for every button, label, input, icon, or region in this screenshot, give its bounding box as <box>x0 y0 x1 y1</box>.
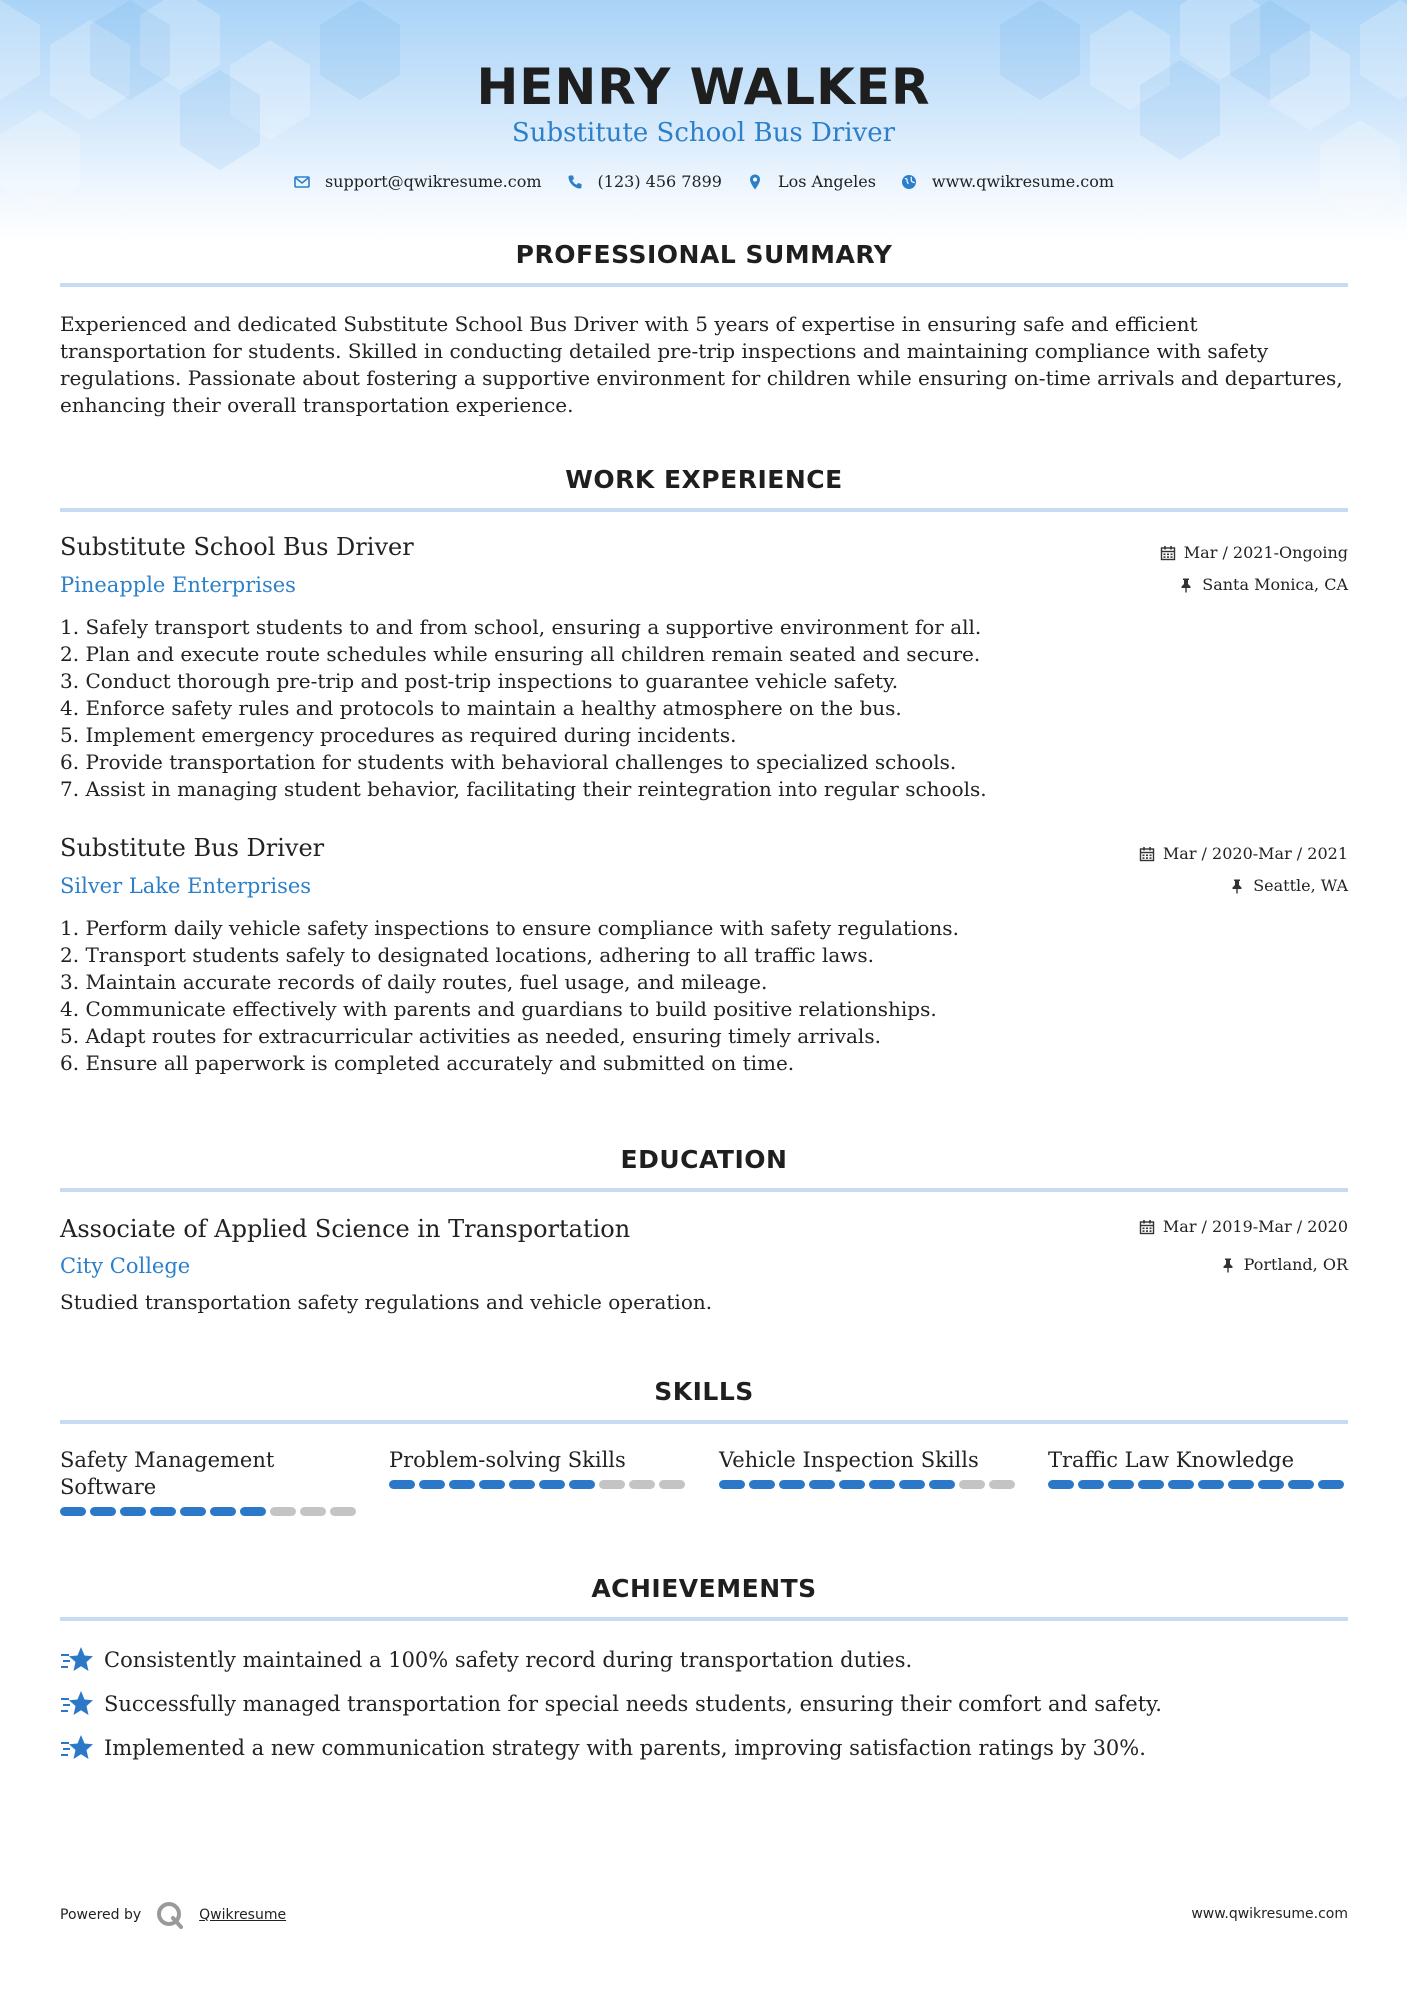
skill-segment-filled <box>240 1507 266 1516</box>
list-item: Assist in managing student behavior, facilitating their reintegration into regular schools. <box>85 777 987 801</box>
skill-item <box>719 1447 1019 1489</box>
skill-segment-filled <box>419 1480 445 1489</box>
skill-segment-filled <box>180 1507 206 1516</box>
skill-segment-filled <box>389 1480 415 1489</box>
achievement-item <box>60 1733 1146 1763</box>
contact-phone[interactable] <box>566 172 722 191</box>
list-item: Safely transport students to and from school, ensuring a supportive environment for all. <box>85 615 982 639</box>
skill-segment-filled <box>569 1480 595 1489</box>
job-2-date <box>1139 844 1348 863</box>
skill-label: Problem-solving Skills <box>389 1448 626 1472</box>
list-item: Provide transportation for students with behavioral challenges to specialized schools. <box>85 750 957 774</box>
achievement-text: Implemented a new communication strategy with parents, improving satisfaction ratings by 30%. <box>104 1736 1146 1760</box>
pushpin-icon <box>1229 878 1245 894</box>
skill-segment-filled <box>719 1480 745 1489</box>
achievement-item <box>60 1689 1162 1719</box>
skill-segment-empty <box>629 1480 655 1489</box>
list-item: Adapt routes for extracurricular activities as needed, ensuring timely arrivals. <box>85 1024 881 1048</box>
skill-item <box>60 1447 360 1516</box>
globe-icon <box>900 173 918 191</box>
phone-icon <box>566 173 584 191</box>
job-1-date <box>1160 543 1348 562</box>
footer-powered-by <box>60 1900 286 1930</box>
contact-website-text: www.qwikresume.com <box>931 172 1115 191</box>
achievements-divider <box>60 1617 1348 1621</box>
skill-segment-filled <box>839 1480 865 1489</box>
experience-heading: WORK EXPERIENCE <box>565 465 843 494</box>
skill-segment-filled <box>90 1507 116 1516</box>
footer-url[interactable]: www.qwikresume.com <box>1191 1906 1348 1922</box>
experience-divider <box>60 508 1348 512</box>
skill-segment-filled <box>1228 1480 1254 1489</box>
skill-segment-empty <box>989 1480 1015 1489</box>
skill-item <box>1048 1447 1348 1489</box>
resume-header <box>0 0 1407 240</box>
skill-rating-bar <box>1048 1480 1348 1489</box>
skill-segment-filled <box>899 1480 925 1489</box>
job-2-date-text: Mar / 2020-Mar / 2021 <box>1162 844 1348 863</box>
star-icon <box>60 1689 94 1719</box>
education-date-text: Mar / 2019-Mar / 2020 <box>1162 1217 1348 1236</box>
skill-segment-filled <box>1138 1480 1164 1489</box>
education-school: City College <box>60 1254 191 1278</box>
contact-location <box>746 172 876 191</box>
list-item: Communicate effectively with parents and guardians to build positive relationships. <box>85 997 937 1021</box>
contact-email[interactable] <box>293 172 542 191</box>
qwikresume-link[interactable]: Qwikresume <box>199 1907 287 1923</box>
job-1-company: Pineapple Enterprises <box>60 573 296 597</box>
skill-segment-filled <box>929 1480 955 1489</box>
list-item: Transport students safely to designated locations, adhering to all traffic laws. <box>85 943 875 967</box>
skill-segment-filled <box>60 1507 86 1516</box>
skill-segment-filled <box>509 1480 535 1489</box>
skill-segment-filled <box>150 1507 176 1516</box>
qwikresume-logo-icon <box>155 1900 185 1930</box>
candidate-name: HENRY WALKER <box>476 58 931 116</box>
skill-segment-filled <box>479 1480 505 1489</box>
skill-segment-filled <box>1258 1480 1284 1489</box>
skill-segment-empty <box>270 1507 296 1516</box>
contact-location-text: Los Angeles <box>777 172 876 191</box>
summary-text: Experienced and dedicated Substitute School Bus Driver with 5 years of expertise in ensuring safe and efficient transportation for students. Skilled in conducting detailed pre-trip inspections and maintaining compliance with safety regulations. Passionate about fostering a supportive environment for children while ensuring on-time arrivals and departures, enhancing their overall transportation experience. <box>60 312 1343 417</box>
achievement-text: Consistently maintained a 100% safety record during transportation duties. <box>104 1648 913 1672</box>
skill-segment-filled <box>809 1480 835 1489</box>
education-heading: EDUCATION <box>620 1145 788 1174</box>
skill-label: Traffic Law Knowledge <box>1048 1448 1295 1472</box>
achievement-item <box>60 1645 912 1675</box>
skill-label: Vehicle Inspection Skills <box>719 1448 979 1472</box>
skill-segment-empty <box>599 1480 625 1489</box>
skill-segment-filled <box>449 1480 475 1489</box>
skill-segment-filled <box>1108 1480 1134 1489</box>
skill-segment-filled <box>1168 1480 1194 1489</box>
skill-segment-filled <box>1048 1480 1074 1489</box>
contact-bar <box>0 172 1407 191</box>
list-item: Maintain accurate records of daily routes, fuel usage, and mileage. <box>85 970 768 994</box>
list-item: Conduct thorough pre-trip and post-trip inspections to guarantee vehicle safety. <box>85 669 899 693</box>
star-icon <box>60 1733 94 1763</box>
skill-segment-filled <box>539 1480 565 1489</box>
skills-heading: SKILLS <box>654 1377 754 1406</box>
calendar-icon <box>1139 1219 1155 1235</box>
summary-divider <box>60 283 1348 287</box>
education-location-text: Portland, OR <box>1243 1255 1348 1274</box>
skill-rating-bar <box>60 1507 360 1516</box>
education-date <box>1139 1217 1348 1236</box>
envelope-icon <box>293 173 311 191</box>
skill-rating-bar <box>719 1480 1019 1489</box>
skill-segment-filled <box>1198 1480 1224 1489</box>
job-1-location-text: Santa Monica, CA <box>1202 575 1348 594</box>
star-icon <box>60 1645 94 1675</box>
skill-segment-filled <box>869 1480 895 1489</box>
list-item: Ensure all paperwork is completed accurately and submitted on time. <box>85 1051 795 1075</box>
skill-segment-empty <box>300 1507 326 1516</box>
skill-rating-bar <box>389 1480 689 1489</box>
calendar-icon <box>1160 545 1176 561</box>
skill-segment-filled <box>749 1480 775 1489</box>
job-2-location-text: Seattle, WA <box>1253 876 1348 895</box>
contact-email-text: support@qwikresume.com <box>324 172 542 191</box>
calendar-icon <box>1139 846 1155 862</box>
job-1-location <box>1178 575 1348 594</box>
skill-item <box>389 1447 689 1489</box>
achievement-text: Successfully managed transportation for special needs students, ensuring their comfort and safety. <box>104 1692 1162 1716</box>
skill-segment-filled <box>1288 1480 1314 1489</box>
summary-heading: PROFESSIONAL SUMMARY <box>515 240 893 269</box>
job-1-responsibilities <box>60 614 1160 803</box>
job-2-company: Silver Lake Enterprises <box>60 874 312 898</box>
skill-segment-empty <box>959 1480 985 1489</box>
job-2-title: Substitute Bus Driver <box>60 834 325 862</box>
job-2-responsibilities <box>60 915 1160 1077</box>
pushpin-icon <box>1220 1257 1236 1273</box>
job-1-date-text: Mar / 2021-Ongoing <box>1183 543 1348 562</box>
skill-label: Safety Management Software <box>60 1448 275 1499</box>
education-description: Studied transportation safety regulations and vehicle operation. <box>60 1290 713 1314</box>
job-2-location <box>1229 876 1348 895</box>
map-pin-icon <box>746 173 764 191</box>
powered-by-label: Powered by <box>60 1907 142 1923</box>
skill-segment-filled <box>1078 1480 1104 1489</box>
job-1-title: Substitute School Bus Driver <box>60 533 414 561</box>
list-item: Enforce safety rules and protocols to maintain a healthy atmosphere on the bus. <box>85 696 902 720</box>
skill-segment-empty <box>659 1480 685 1489</box>
education-location <box>1220 1255 1348 1274</box>
pushpin-icon <box>1178 577 1194 593</box>
candidate-role: Substitute School Bus Driver <box>511 118 896 148</box>
skill-segment-filled <box>120 1507 146 1516</box>
list-item: Plan and execute route schedules while ensuring all children remain seated and secure. <box>85 642 981 666</box>
contact-phone-text: (123) 456 7899 <box>597 172 722 191</box>
skill-segment-empty <box>330 1507 356 1516</box>
achievements-heading: ACHIEVEMENTS <box>591 1574 817 1603</box>
education-degree: Associate of Applied Science in Transportation <box>60 1215 631 1243</box>
skill-segment-filled <box>210 1507 236 1516</box>
list-item: Perform daily vehicle safety inspections to ensure compliance with safety regulations. <box>85 916 959 940</box>
skill-segment-filled <box>779 1480 805 1489</box>
skill-segment-filled <box>1318 1480 1344 1489</box>
contact-website[interactable] <box>900 172 1114 191</box>
education-divider <box>60 1188 1348 1192</box>
list-item: Implement emergency procedures as required during incidents. <box>85 723 737 747</box>
skills-divider <box>60 1420 1348 1424</box>
